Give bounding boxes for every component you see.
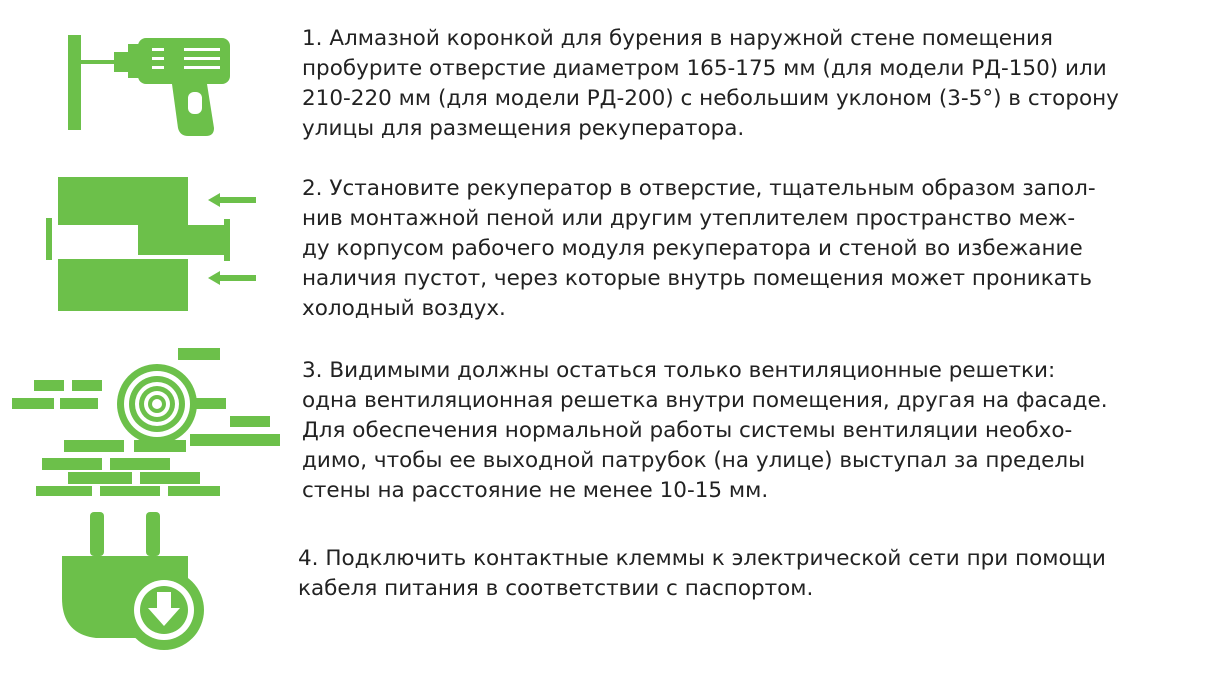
step-2-text: 2. Установите рекуператор в отверстие, тщательным образом запол- нив монтажной пеной или другим утеплителем пространство меж- ду корпусом рабочего модуля рекуператора и стеной во избежание наличия пустот, через которые внутрь помещения может проникать холодный воздух. [302, 176, 1096, 321]
brick-wall-vent-icon [12, 344, 287, 499]
step-3-text: 3. Видимыми должны остаться только вентиляционные решетки: одна вентиляционная решетка внутри помещения, другая на фасаде. Для обеспечения нормальной работы системы вентиляции необхо- димо, чтобы ее выходной патрубок (на улице) выступал за пределы стены на расстояние не менее 10-15 мм. [302, 358, 1108, 503]
step-1-text: 1. Алмазной коронкой для бурения в наружной стене помещения пробурите отверстие диаметром 165-175 мм (для модели РД-150) или 210-220 мм (для модели РД-200) с небольшим уклоном (3-5°) в сторону улицы для размещения рекуператора. [302, 26, 1119, 141]
plug-download-icon [60, 512, 210, 652]
instruction-step-3 [0, 340, 1217, 510]
wall-insertion-icon [46, 174, 266, 314]
instruction-step-2 [0, 150, 1217, 330]
instruction-step-4 [0, 510, 1217, 695]
drill-icon [62, 30, 232, 140]
step-4-text: 4. Подключить контактные клеммы к электрической сети при помощи кабеля питания в соответствии с паспортом. [298, 546, 1106, 601]
instruction-step-1 [0, 0, 1217, 150]
